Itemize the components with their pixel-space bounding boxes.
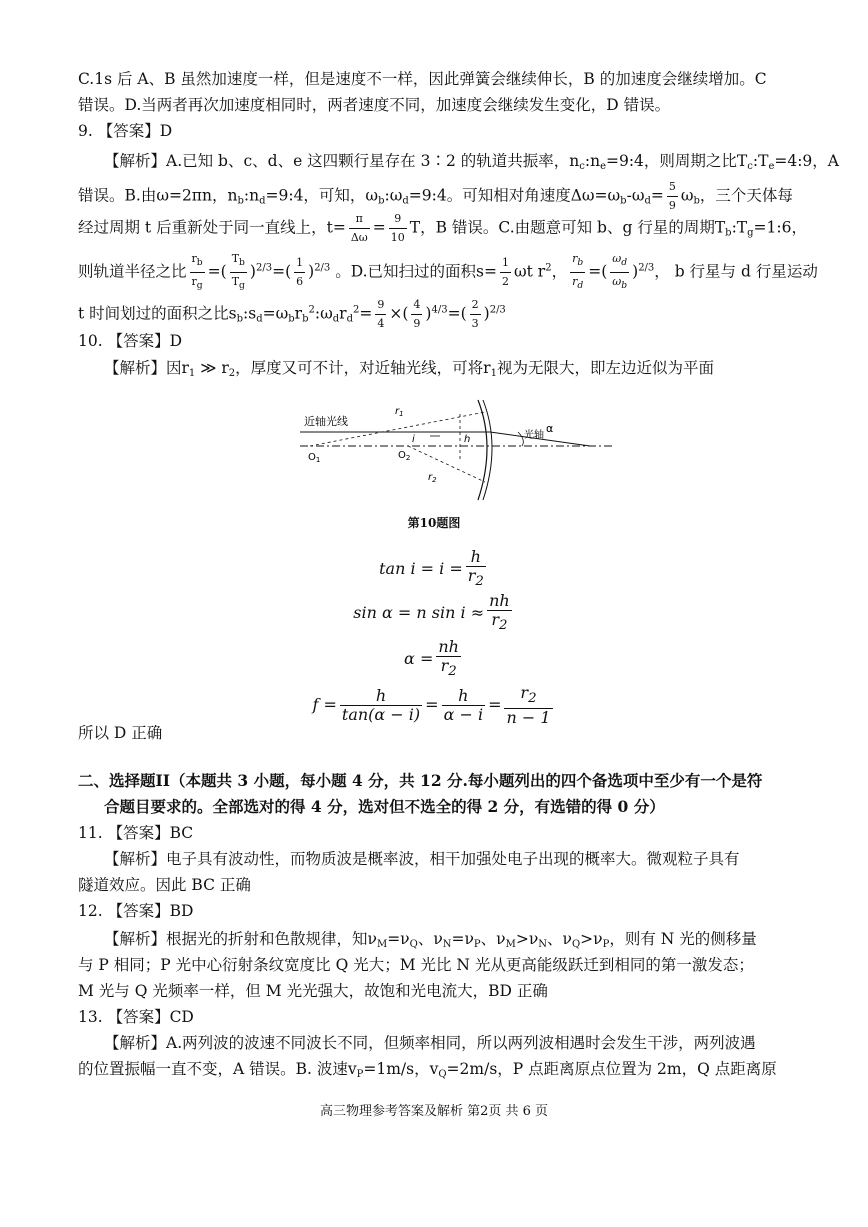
text-line: C.1s 后 A、B 虽然加速度一样，但是速度不一样，因此弹簧会继续伸长，B 的加速度会继续增加。C [78, 70, 767, 88]
label-alpha: α [546, 422, 554, 435]
label-i: i [412, 434, 415, 445]
answer-heading: 9. 【答案】D [78, 122, 173, 140]
lens-curve-right [478, 400, 487, 500]
label-r1: $r_1$ [395, 406, 404, 418]
text-line: 所以 D 正确 [78, 724, 163, 742]
text-line: 的位置振幅一直不变，A 错误。B. 波速$v_P=1m/s$，$v_Q=2m/s$，P 点距离原点位置为 2m，Q 点距离原 [78, 1060, 777, 1080]
alpha-arc [518, 432, 523, 446]
label-h: h [464, 434, 471, 445]
lens-diagram [290, 392, 630, 510]
radius-r2 [408, 446, 485, 482]
text-line: 经过周期 t 后重新处于同一直线上，t= $\frac{\pi}{\Delta\omega}$ = $\frac{9}{10}$ T，B 错误。C.由题意可知 b、g 行星的周期$T_b:T_g=1:6$， [78, 212, 807, 244]
label-axis: 光轴 [524, 430, 544, 441]
text-line: 错误。B.由ω=2πn，$n_b:n_d=9:4$，可知，$\omega_b:\omega_d=9:4$。可知相对角速度$\Delta\omega=\omega_b-\omega_d=$ $\frac{5}{9}$ $\omega_b$，三个天体每 [78, 180, 793, 212]
text-line: 【解析】根据光的折射和色散规律，知$\nu_M=\nu_Q$、$\nu_N=\nu_P$、$\nu_M>\nu_N$、$\nu_Q>\nu_P$，则有 N 光的侧移量 [104, 930, 757, 950]
text-line: 【解析】电子具有波动性，而物质波是概率波，相干加强处电子出现的概率大。微观粒子具有 [104, 850, 740, 868]
label-o1: $O_1$ [308, 452, 321, 464]
label-ray: 近轴光线 [304, 415, 348, 428]
figure-caption: 第10题图 [407, 516, 461, 530]
answer-heading: 11. 【答案】BC [78, 824, 194, 842]
answer-heading: 12. 【答案】BD [78, 902, 194, 920]
answer-heading: 13. 【答案】CD [78, 1008, 194, 1026]
label-o2: $O_2$ [398, 450, 411, 462]
equation: tan i = i = $\frac{h}{r_2}$ [379, 547, 484, 590]
text-line: 隧道效应。因此 BC 正确 [78, 876, 251, 894]
answer-heading: 10. 【答案】D [78, 332, 183, 350]
page-footer: 高三物理参考答案及解析 第2页 共 6 页 [319, 1104, 549, 1119]
equation: sin α = n sin i ≈ $\frac{nh}{r_2}$ [353, 591, 510, 634]
equation: α = $\frac{nh}{r_2}$ [404, 637, 459, 680]
equation: f = $\frac{h}{\tan(\alpha - i)}$ = $\frac{h}{\alpha - i}$ = $\frac{r_2}{n - 1}$ [312, 683, 551, 728]
text-line: M 光与 Q 光频率一样，但 M 光光强大，故饱和光电流大，BD 正确 [78, 982, 548, 1000]
text-line: 【解析】因$r_1$ ≫ $r_2$，厚度又可不计，对近轴光线，可将$r_1$视为无限大，即左边近似为平面 [104, 359, 714, 379]
text-line: 则轨道半径之比 $\frac{r_b}{r_g}$ =( $\frac{T_b}{T_g}$ )$^{2/3}$=( $\frac{1}{6}$ )$^{2/3}$ 。D.已知扫过的面积s= $\frac{1}{2}$ ωt $r^2$， $\frac{r_b}{r_d}$ =( $\frac{\omega_d}{\omega_b}$ )$^{2/3}$， b 行星与 d 行星运动 [78, 252, 818, 292]
section-heading: 二、选择题II（本题共 3 小题，每小题 4 分，共 12 分.每小题列出的四个备选项中至少有一个是符 [78, 771, 763, 790]
text-line: 错误。D.当两者再次加速度相同时，两者速度不同，加速度会继续发生变化，D 错误。 [78, 96, 671, 114]
section-heading: 合题目要求的。全部选对的得 4 分，选对但不选全的得 2 分，有选错的得 0 分） [104, 797, 665, 816]
text-line: 与 P 相同；P 光中心衍射条纹宽度比 Q 光大；M 光比 N 光从更高能级跃迁到相同的第一激发态； [78, 956, 754, 974]
label-r2: $r_2$ [428, 472, 437, 484]
text-line: t 时间划过的面积之比$s_b:s_d=\omega_br_b^2:\omega_dr_d^2=$ $\frac{9}{4}$ ×( $\frac{4}{9}$ )$^{4/3}$=( $\frac{2}{3}$ )$^{2/3}$ [78, 298, 506, 330]
text-line: 【解析】A.已知 b、c、d、e 这四颗行星存在 3∶2 的轨道共振率，$n_c:n_e=9:4$，则周期之比$T_c:T_e=4:9$，A [104, 152, 839, 172]
text-line: 【解析】A.两列波的波速不同波长不同，但频率相同，所以两列波相遇时会发生干涉，两列波遇 [104, 1034, 756, 1052]
